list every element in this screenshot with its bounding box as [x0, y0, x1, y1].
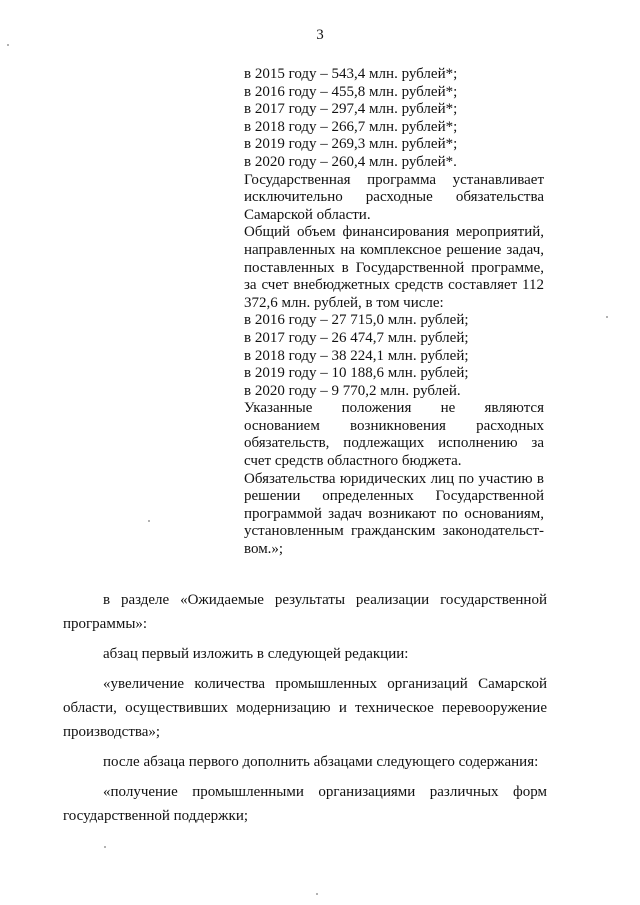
scan-speck	[7, 44, 9, 46]
funding-year-line: в 2017 году – 297,4 млн. рублей*;	[244, 101, 458, 118]
scan-speck	[104, 846, 106, 848]
scan-speck	[606, 316, 608, 318]
funding-column	[244, 66, 544, 559]
page-number: 3	[316, 27, 324, 43]
extrabudget-year-line: в 2019 году – 10 188,6 млн. рублей;	[244, 365, 469, 382]
extrabudget-year-line: в 2018 году – 38 224,1 млн. рублей;	[244, 347, 469, 364]
main-text	[63, 588, 547, 828]
first-paragraph-text: «увеличение количества промышленных организаций Самарской области, осуществивших модернизацию и техническое перевооружение производства»;	[63, 676, 547, 740]
extrabudget-year-line: в 2016 году – 27 715,0 млн. рублей;	[244, 312, 469, 329]
add-after-first: после абзаца первого дополнить абзацами следующего содержания:	[103, 754, 539, 770]
new-paragraph-text: «получение промышленными организациями различных форм государственной поддержки;	[63, 784, 547, 824]
funding-year-line: в 2020 году – 260,4 млн. рублей*.	[244, 153, 457, 170]
funding-year-line: в 2016 году – 455,8 млн. рублей*;	[244, 83, 458, 100]
funding-year-line: в 2018 году – 266,7 млн. рублей*;	[244, 118, 458, 135]
funding-year-line: в 2015 году – 543,4 млн. рублей*;	[244, 66, 458, 82]
first-paragraph-instruction: абзац первый изложить в следующей редакции:	[103, 646, 409, 662]
extrabudget-intro: Общий объем финансирования мероприятий, направленных на комплексное решение задач, поставленных в Государственной программе, за счет внебюджетных средств составляет 112 372,6 млн. рублей, в том числе:	[244, 224, 544, 311]
scan-speck	[148, 520, 150, 522]
program-statement: Государственная программа устанавливает исключительно расходные обязательства Самарской области.	[244, 171, 544, 223]
section-intro: в разделе «Ожидаемые результаты реализации государственной программы»:	[63, 592, 547, 632]
extrabudget-year-line: в 2020 году – 9 770,2 млн. рублей.	[244, 382, 461, 399]
provisions-note: Указанные положения не являются основанием возникновения расходных обязательств, подлежащих исполнению за счет средств областного бюджета.	[244, 400, 544, 470]
legal-entities-note: Обязательства юридических лиц по участию в решении определенных Государственной программой задач возникают по основаниям, установленным гражданским законодательст-вом.»;	[244, 470, 544, 558]
extrabudget-year-line: в 2017 году – 26 474,7 млн. рублей;	[244, 329, 469, 346]
scan-speck	[316, 893, 318, 895]
funding-year-line: в 2019 году – 269,3 млн. рублей*;	[244, 136, 458, 153]
